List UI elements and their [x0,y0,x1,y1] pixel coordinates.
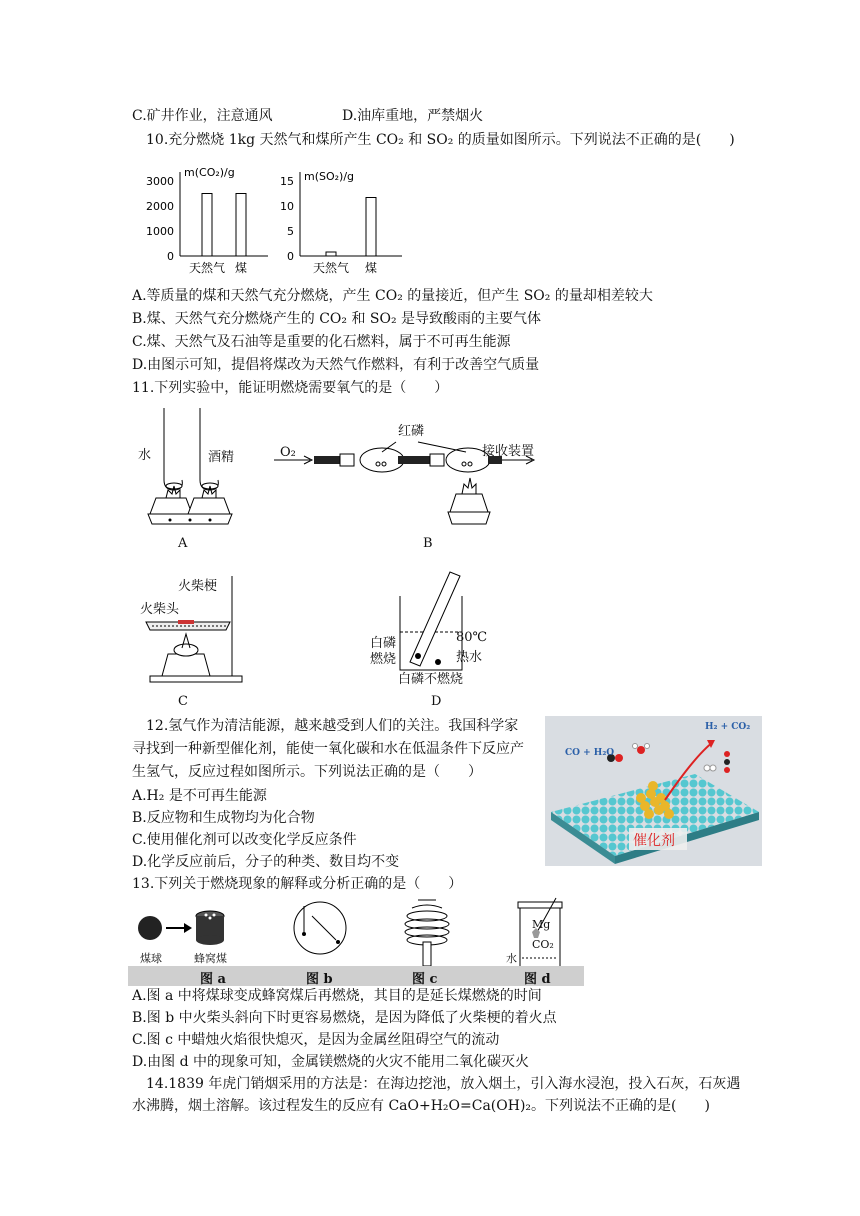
q12-option-a: A.H₂ 是不可再生能源 [132,788,267,804]
q13-caption-bar [128,966,584,986]
img-catalyst-label: 催化剂 [633,833,675,849]
q10-option-a: A.等质量的煤和天然气充分燃烧，产生 CO₂ 的量接近，但产生 SO₂ 的量却相差较大 [132,288,653,304]
label-red-p: 红磷 [398,424,425,439]
so2-tick-label: 0 [287,250,294,263]
so2-bar-coal [366,198,376,257]
label-hot-water: 热水 [456,650,483,665]
q12-stem-line1: 12.氢气作为清洁能源，越来越受到人们的关注。我国科学家 [146,718,519,734]
q12-option-b: B.反应物和生成物均为化合物 [132,810,315,826]
label-temp: 80℃ [456,630,488,645]
q13-stem: 13.下列关于燃烧现象的解释或分析正确的是（ ） [132,876,463,892]
q13-option-a: A.图 a 中将煤球变成蜂窝煤后再燃烧，其目的是延长煤燃烧的时间 [132,988,542,1004]
so2-tick-label: 5 [287,225,294,238]
co2-category-label: 煤 [234,261,248,275]
q14-stem-line1: 14.1839 年虎门销烟采用的方法是：在海边挖池，放入烟土，引入海水浸泡，投入石灰，石灰遇 [146,1076,741,1092]
co2-category-label: 天然气 [188,261,226,275]
co2-y-label: m(CO₂)/g [184,166,235,179]
co2-bar-natural-gas [202,194,212,257]
q10-charts [140,160,420,280]
q11-fig-a-label: A [178,536,188,551]
q10-stem: 10.充分燃烧 1kg 天然气和煤所产生 CO₂ 和 SO₂ 的质量如图所示。下列说法不正确的是( ) [146,132,735,148]
fig-d-mg: Mg [532,918,551,931]
so2-tick-label: 10 [280,200,294,213]
img-right-label: H₂ + CO₂ [705,722,751,732]
label-white-p-noburn: 白磷不燃烧 [398,672,464,687]
catalyst-illustration [545,716,762,866]
q10-option-b: B.煤、天然气充分燃烧产生的 CO₂ 和 SO₂ 是导致酸雨的主要气体 [132,311,542,327]
q11-fig-b-label: B [423,536,433,551]
q10-option-d: D.由图示可知，提倡将煤改为天然气作燃料，有利于改善空气质量 [132,357,540,373]
so2-category-label: 煤 [364,261,378,275]
co2-tick-label: 3000 [146,175,174,188]
co2-tick-label: 0 [167,250,174,263]
q9-option-c: C.矿井作业，注意通风 [132,108,273,124]
q11-stem: 11.下列实验中，能证明燃烧需要氧气的是（ ） [132,380,449,396]
fig-b-caption: 图 b [306,972,333,987]
fig-a-coal-ball: 煤球 [140,952,162,965]
q12-option-c: C.使用催化剂可以改变化学反应条件 [132,832,357,848]
q10-option-c: C.煤、天然气及石油等是重要的化石燃料，属于不可再生能源 [132,334,511,350]
label-match-stick: 火柴梗 [178,579,218,594]
so2-y-label: m(SO₂)/g [304,170,355,183]
label-o2: O₂ [280,445,296,460]
co2-chart [146,166,268,275]
q12-stem-line3: 生氢气，反应过程如图所示。下列说法正确的是（ ） [132,764,482,780]
label-alcohol: 酒精 [208,450,235,465]
so2-category-label: 天然气 [312,261,350,275]
q12-stem-line2: 寻找到一种新型催化剂，能使一氧化碳和水在低温条件下反应产 [132,741,524,757]
so2-bar-natural-gas [326,252,336,256]
fig-c-caption: 图 c [412,972,438,987]
img-left-label: CO + H₂O [565,748,615,758]
label-match-head: 火柴头 [140,602,180,617]
q11-fig-d-label: D [431,694,442,709]
co2-bar-coal [236,194,246,257]
fig-d-co2: CO₂ [532,938,554,951]
label-white-p-burn: 白磷燃烧 [370,636,397,667]
fig-d-water: 水 [506,952,517,965]
label-receiver: 接收装置 [482,444,535,459]
q11-figure-a [130,402,250,532]
q14-stem-line2: 水沸腾，烟土溶解。该过程发生的反应有 CaO+H₂O=Ca(OH)₂。下列说法不正确的是( ) [132,1098,710,1114]
q9-option-d: D.油库重地，严禁烟火 [342,108,484,124]
fig-a-honeycomb: 蜂窝煤 [194,952,227,965]
q12-option-d: D.化学反应前后，分子的种类、数目均不变 [132,854,400,870]
q13-option-b: B.图 b 中火柴头斜向下时更容易燃烧，是因为降低了火柴梗的着火点 [132,1010,557,1026]
co2-tick-label: 1000 [146,225,174,238]
label-water: 水 [138,448,152,463]
co2-tick-label: 2000 [146,200,174,213]
so2-tick-label: 15 [280,175,294,188]
so2-chart [280,170,402,275]
q13-option-d: D.由图 d 中的现象可知，金属镁燃烧的火灾不能用二氧化碳灭火 [132,1054,530,1070]
q13-option-c: C.图 c 中蜡烛火焰很快熄灭，是因为金属丝阻碍空气的流动 [132,1032,500,1048]
fig-a-caption: 图 a [200,972,226,987]
fig-d-caption: 图 d [524,972,551,987]
q11-fig-c-label: C [178,694,188,709]
